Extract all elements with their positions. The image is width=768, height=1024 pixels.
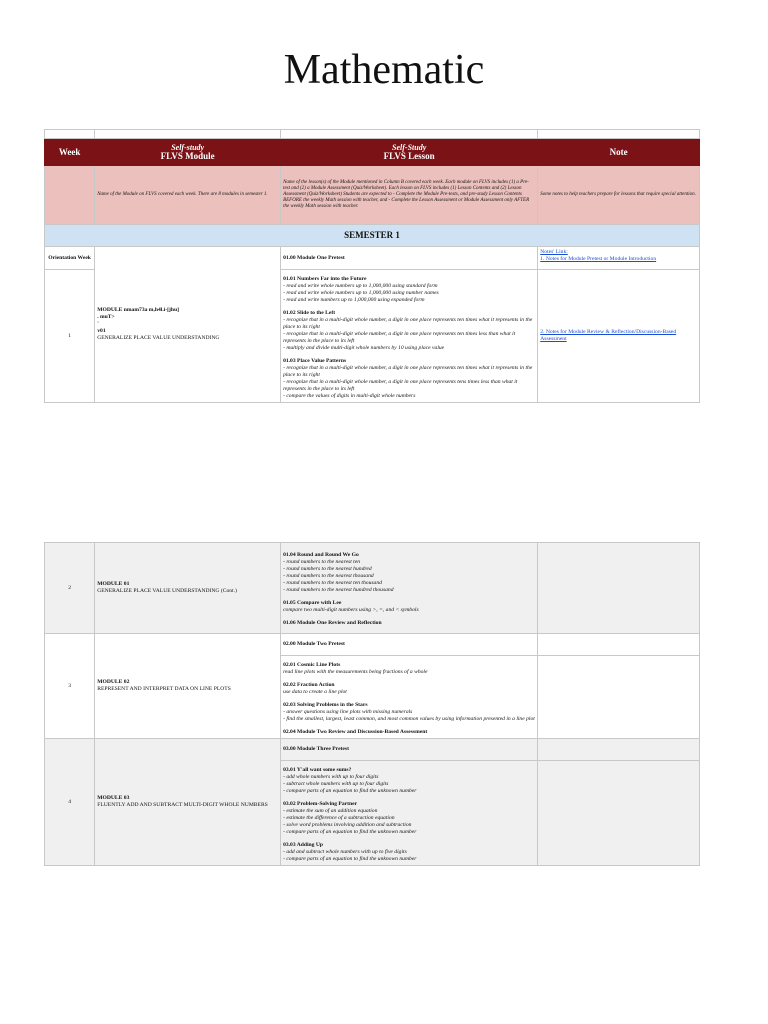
schedule-table-part-1 (44, 129, 700, 403)
week2-module (95, 543, 281, 634)
week1-module-line-3: ' (97, 321, 99, 327)
lesson-title: 01.01 Numbers Far into the Future (283, 276, 367, 282)
week4-module-title: MODULE 03 (97, 795, 130, 801)
lesson-objective: - estimate the sum of an addition equation (283, 808, 378, 814)
orientation-note (538, 247, 700, 270)
lesson-objective: - compare parts of an equation to find the unknown number (283, 856, 417, 862)
lesson-title: 01.03 Place Value Patterns (283, 358, 347, 364)
lesson-01-06 (283, 620, 535, 627)
lesson-title: 02.02 Fraction Action (283, 682, 335, 688)
lesson-02-03 (283, 702, 535, 723)
desc-note: Some notes to help teachers prepare for lessons that require special attention. (538, 166, 700, 225)
lesson-objective: - recognize that in a multi-digit whole number, a digit in one place represents ten times what it represents in the place to its right (283, 317, 533, 330)
lesson-objective: - recognize that in a multi-digit whole number, a digit in one place represents ten times less than what it represents in the place to its left (283, 331, 516, 344)
lesson-objective: - estimate the difference of a subtraction equation (283, 815, 395, 821)
header-lesson-sub: Self-Study (392, 143, 427, 152)
desc-week (45, 166, 95, 225)
schedule-table-part-2 (44, 542, 700, 866)
lesson-title: 02.01 Cosmic Line Plots (283, 662, 341, 668)
lesson-title: 01.06 Module One Review and Reflection (283, 620, 382, 626)
week1-lessons (281, 270, 538, 403)
lesson-objective: - round numbers to the nearest thousand (283, 573, 374, 579)
lesson-objective: - round numbers to the nearest ten (283, 559, 361, 565)
semester-label: SEMESTER 1 (45, 225, 700, 247)
orientation-week: Orientation Week (45, 247, 95, 270)
week4-lessons (281, 761, 538, 866)
lesson-01-05 (283, 600, 535, 614)
lesson-objective: - round numbers to the nearest hundred (283, 566, 372, 572)
header-week: Week (45, 139, 95, 166)
week2-lessons (281, 543, 538, 634)
lesson-objective: use data to create a line plot (283, 689, 347, 695)
lesson-title: 01.05 Compare with Lee (283, 600, 342, 606)
lesson-01-04 (283, 552, 535, 594)
lesson-01-01 (283, 276, 535, 304)
lesson-02-02 (283, 682, 535, 696)
lesson-objective: - recognize that in a multi-digit whole number, a digit in one place represents tens times less than what it represents in the place to its left (283, 379, 518, 392)
week1-number: 1 (45, 270, 95, 403)
lesson-objective: - solve word problems involving addition and subtraction (283, 822, 412, 828)
lesson-01-02 (283, 310, 535, 352)
document-title: Mathematic (283, 47, 485, 93)
spacer-row (45, 130, 700, 139)
week3-module-title: MODULE 02 (97, 679, 130, 685)
week1-note (538, 270, 700, 403)
lesson-objective: - compare parts of an equation to find the unknown number (283, 788, 417, 794)
header-note: Note (538, 139, 700, 166)
week3-pretest-row (45, 634, 700, 656)
lesson-objective: - multiply and divide multi-digit whole numbers by 10 using place value (283, 345, 445, 351)
header-module (95, 139, 281, 166)
week4-pretest-row (45, 739, 700, 761)
lesson-title: 03.02 Problem-Solving Partner (283, 801, 358, 807)
week4-note-2 (538, 761, 700, 866)
desc-module: Name of the Module on FLVS covered each week. There are 8 modules in semester 1. (95, 166, 281, 225)
lesson-objective: - answer questions using line plots with missing numerals (283, 709, 413, 715)
week3-note-2 (538, 656, 700, 739)
lesson-objective: - find the smallest, largest, least common, and most common values by using information presented in a line plot (283, 716, 535, 722)
week4-module (95, 739, 281, 866)
week4-note (538, 739, 700, 761)
week3-lessons (281, 656, 538, 739)
lesson-objective: - read and write whole numbers up to 1,000,000 using number names (283, 290, 439, 296)
orientation-row (45, 247, 700, 270)
header-lesson-main: FLVS Lesson (383, 151, 435, 161)
week1-module (95, 247, 281, 403)
week2-module-desc: GENERALIZE PLACE VALUE UNDERSTANDING (Cont.) (97, 588, 237, 594)
week1-module-line-1: MODULE nmam73a m,h4l.i-[jhu] (97, 307, 179, 313)
week3-note (538, 634, 700, 656)
week2-note (538, 543, 700, 634)
week3-number: 3 (45, 634, 95, 739)
lesson-title: 02.03 Solving Problems in the Stars (283, 702, 368, 708)
header-module-sub: Self-study (171, 143, 205, 152)
lesson-objective: - read and write whole numbers up to 1,000,000 using standard form (283, 283, 438, 289)
week1-module-line-4: v01 (97, 328, 106, 334)
notes-link-review[interactable]: 2. Notes for Module Review & Reflection/Discussion-Based Assessment (540, 329, 677, 342)
lesson-objective: - compare the values of digits in multi-digit whole numbers (283, 393, 416, 399)
description-row (45, 166, 700, 225)
lesson-objective: - add and subtract whole numbers with up to five digits (283, 849, 407, 855)
lesson-objective: - subtract whole numbers with up to four digits (283, 781, 389, 787)
lesson-objective: - add whole numbers with up to four digits (283, 774, 379, 780)
week4-number: 4 (45, 739, 95, 866)
lesson-02-01 (283, 662, 535, 676)
week3-module-desc: REPRESENT AND INTERPRET DATA ON LINE PLOTS (97, 686, 231, 692)
lesson-objective: - round numbers to the nearest hundred thousand (283, 587, 394, 593)
lesson-objective: - compare parts of an equation to find the unknown number (283, 829, 417, 835)
week4-pretest: 03.00 Module Three Pretest (281, 739, 538, 761)
lesson-title: 01.04 Round and Round We Go (283, 552, 359, 558)
lesson-objective: - round numbers to the nearest ten thousand (283, 580, 382, 586)
notes-link-pretest[interactable]: 1. Notes for Module Pretest or Module Introduction (540, 256, 657, 262)
semester-row (45, 225, 700, 247)
week4-module-desc: FLUENTLY ADD AND SUBTRACT MULTI-DIGIT WHOLE NUMBERS (97, 802, 268, 808)
lesson-title: 02.04 Module Two Review and Discussion-Based Assessment (283, 729, 428, 735)
week1-module-line-2: . muT> (97, 314, 115, 320)
header-row (45, 139, 700, 166)
lesson-title: 01.02 Slide to the Left (283, 310, 336, 316)
lesson-03-02 (283, 801, 535, 836)
lesson-03-01 (283, 767, 535, 795)
week1-module-desc: GENERALIZE PLACE VALUE UNDERSTANDING (97, 335, 220, 341)
week2-module-title: MODULE 01 (97, 581, 130, 587)
header-module-main: FLVS Module (160, 151, 215, 161)
header-lesson (281, 139, 538, 166)
lesson-objective: - read and write numbers up to 1,000,000 using expanded form (283, 297, 425, 303)
week3-module (95, 634, 281, 739)
lesson-objective: - recognize that in a multi-digit whole number, a digit in one place represents ten times what it represents in the place to its right (283, 365, 533, 378)
notes-link-label[interactable]: Notes' Link: (540, 249, 568, 255)
lesson-03-03 (283, 842, 535, 863)
lesson-title: 03.01 Y'all want some sums? (283, 767, 352, 773)
desc-lesson: Name of the lesson(s) of the Module mentioned in Column B covered each week. Each module on FLVS includes (1) a Pre-test and (2) a Module Assessment (Quiz/Worksheet). Each lesson on FLVS includes (1) Lesson Contents and (2) Lesson Assessment (Quiz/Worksheet) Students are expected to - Complete the Module Pre-tests, and pre-study Lesson Contents BEFORE the weekly Math session with teacher, and - Complete the Lesson Assessment or Module Assessment only AFTER the weekly Math session with teacher. (281, 166, 538, 225)
orientation-lesson: 01.00 Module One Pretest (281, 247, 538, 270)
week2-number: 2 (45, 543, 95, 634)
lesson-02-04 (283, 729, 535, 736)
lesson-title: 03.03 Adding Up (283, 842, 324, 848)
lesson-01-03 (283, 358, 535, 400)
week3-pretest: 02.00 Module Two Pretest (281, 634, 538, 656)
lesson-objective: compare two multi-digit numbers using >, =, and < symbols (283, 607, 419, 613)
week2-row (45, 543, 700, 634)
lesson-objective: read line plots with the measurements being fractions of a whole (283, 669, 428, 675)
